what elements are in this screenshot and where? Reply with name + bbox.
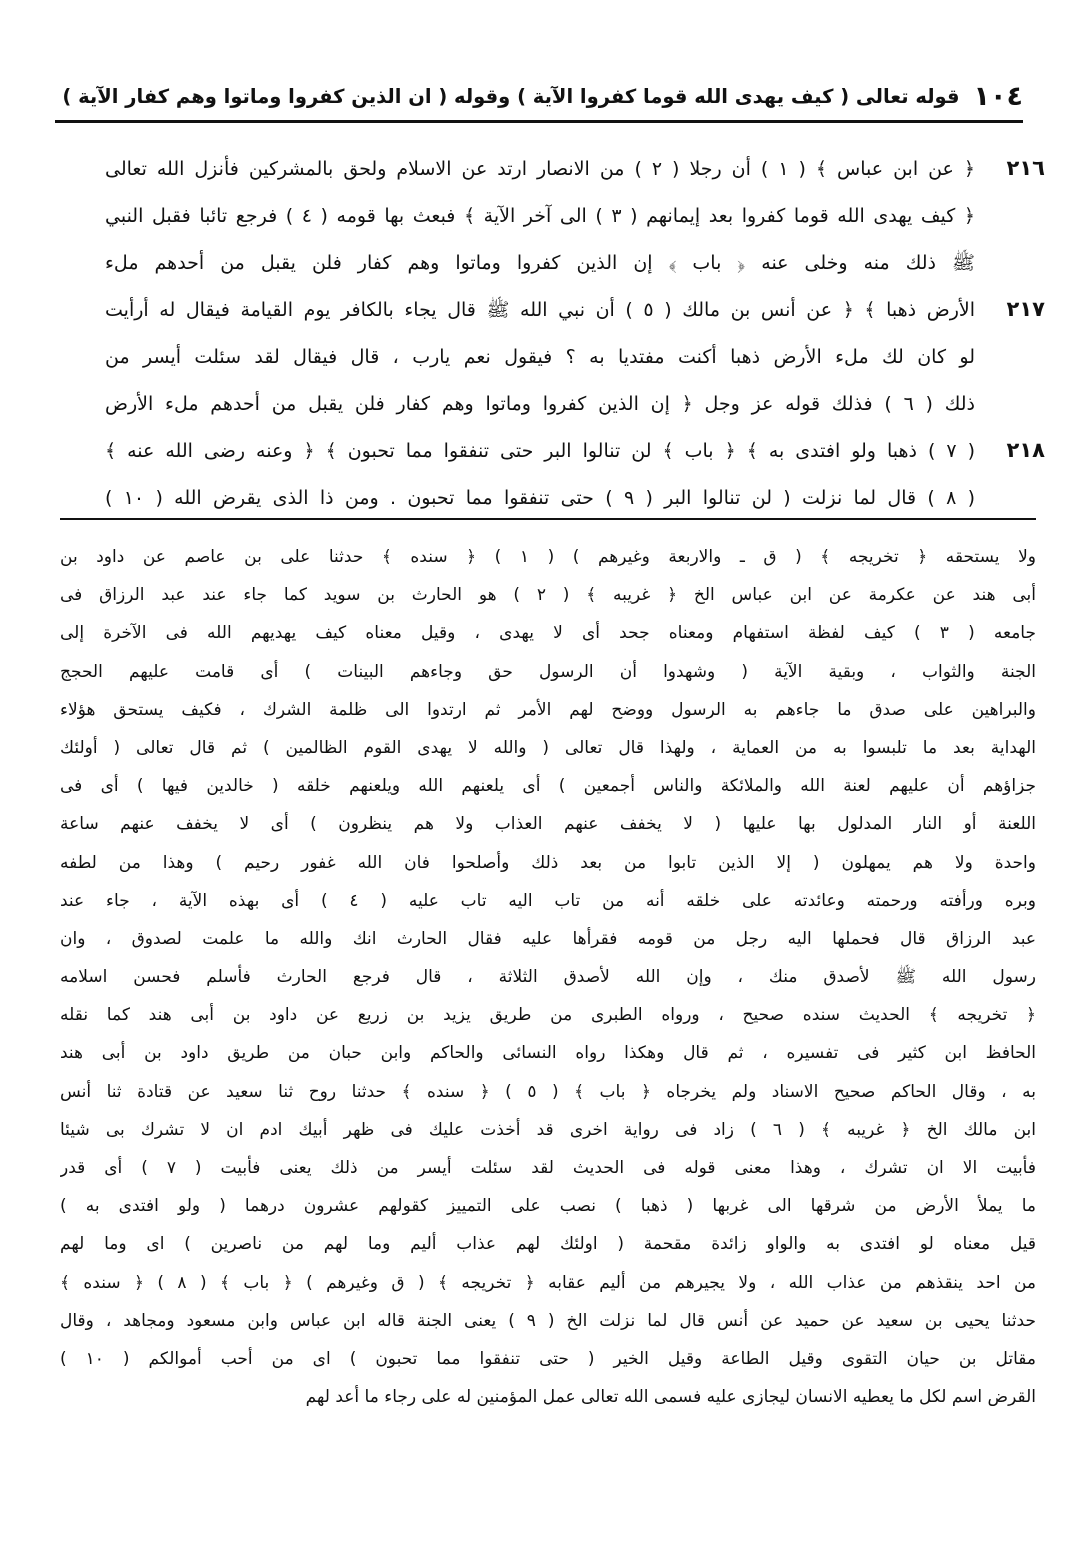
- hadith-line: [55, 383, 1045, 430]
- commentary-line: جزاؤهم أن عليهم لعنة الله والملائكة والناس أجمعين ) أى يلعنهم الله ويلعنهم خلقه ( خالدين فيها ) أى فى: [60, 776, 1036, 797]
- hadith-line-text: ( ٧ ) ذهبا ولو افتدى به ﴾ ﴿ باب ﴾ لن تنالوا البر حتى تنفقوا مما تحبون ﴾ ﴿ وعنه رضى الله عنه ﴾: [105, 440, 975, 462]
- commentary-line: رسول الله ﷺ لأصدق منك ، وإن الله لأصدق الثلاثة ، قال فرجع الحارث فأسلم فحسن اسلامه: [60, 967, 1036, 988]
- hadith-line: [55, 195, 1045, 242]
- commentary-line: والبراهين على صدق ما جاءهم به الرسول ووضح لهم الأمر ثم ارتدوا الى ظلمة الشرك ، فكيف يستحق هؤلاء: [60, 699, 1036, 720]
- header-title: قوله تعالى ( كيف يهدى الله قوما كفروا الآية ) وقوله ( ان الذين كفروا وماتوا وهم كفار الآية ): [62, 84, 960, 108]
- commentary-line: به ، وقال الحاكم صحيح الاسناد ولم يخرجاه ﴿ باب ﴾ ( ٥ ) ﴿ سنده ﴾ حدثنا روح ثنا سعيد عن قتادة ثنا أنس: [60, 1081, 1036, 1102]
- commentary-line: القرض اسم لكل ما يعطيه الانسان ليجازى عليه فسمى الله تعالى عمل المؤمنين له على رجاء ما أعد لهم: [305, 1387, 1036, 1408]
- hadith-line-text: ( ٨ ) قال لما نزلت ( لن تنالوا البر ( ٩ ) حتى تنفقوا مما تحبون . ومن ذا الذى يقرض الله ( ١٠ ): [105, 487, 975, 509]
- commentary-line: واحدة ولا هم يمهلون ( إلا الذين تابوا من بعد ذلك وأصلحوا فان الله غفور رحيم ) وهذا من لطفه: [60, 852, 1036, 873]
- hadith-text-block: [55, 148, 1045, 524]
- commentary-line: ما يملأ الأرض من شرقها الى غربها ( ذهبا ) نصب على التمييز كقولهم عشرون درهما ( ولو افتدى به ): [60, 1196, 1036, 1217]
- hadith-line-text: ﴿ عن ابن عباس ﴾ ( ١ ) أن رجلا ( ٢ ) من الانصار ارتد عن الاسلام ولحق بالمشركين فأنزل الله تعالى: [105, 158, 975, 180]
- commentary-line: فأبيت الا ان تشرك ، وهذا معنى قوله فى الحديث لقد سئلت أيسر من ذلك يعنى فأبيت ( ٧ ) أى قدر: [60, 1158, 1036, 1178]
- hadith-line: [55, 336, 1045, 383]
- commentary-line: حدثنا يحيى بن سعيد عن حميد عن أنس قال لما نزلت الخ ( ٩ ) يعنى الجنة قاله ابن عباس وابن مسعود ومجاهد ، وقال: [60, 1310, 1036, 1331]
- commentary-block: [60, 538, 1036, 1416]
- hadith-line: [55, 289, 1045, 336]
- hadith-line: [55, 430, 1045, 477]
- hadith-line-text: ذلك ( ٦ ) فذلك قوله عز وجل ﴿ إن الذين كفروا وماتوا وهم كفار فلن يقبل من أحدهم ملء الأرض: [105, 393, 975, 415]
- commentary-line: الجنة والثواب ، وبقية الآية ( وشهدوا أن الرسول حق وجاءهم البينات ) أى قامت عليهم الحجج: [60, 661, 1036, 682]
- page-number: ١٠٤: [973, 80, 1023, 112]
- running-header: [55, 78, 1023, 114]
- commentary-line: مقاتل بن حيان التقوى وقيل الطاعة وقيل الخير ( حتى تنفقوا مما تحبون ) اى من أحب أموالكم ( ١٠ ): [60, 1348, 1036, 1369]
- hadith-line: [55, 242, 1045, 289]
- commentary-line: الحافظ ابن كثير فى تفسيره ، ثم قال وهكذا رواه النسائى والحاكم وابن حبان من طريق داود بن أبى هند: [60, 1043, 1036, 1064]
- commentary-line: أبى هند عن عكرمة عن ابن عباس الخ ﴿ غريبه ﴾ ( ٢ ) هو الحارث بن سويد كما جاء عند عبد الرزاق فى: [60, 585, 1036, 606]
- hadith-number: ٢١٨: [1006, 438, 1045, 462]
- hadith-number: ٢١٦: [1006, 156, 1045, 180]
- hadith-line-text: الأرض ذهبا ﴾ ﴿ عن أنس بن مالك ( ٥ ) أن نبي الله ﷺ قال يجاء بالكافر يوم القيامة فيقال له أرأيت: [105, 299, 975, 321]
- hadith-line: [55, 477, 1045, 524]
- hadith-line-text: ﴿ كيف يهدى الله قوما كفروا بعد إيمانهم ( ٣ ) الى آخر الآية ﴾ فبعث بها قومه ( ٤ ) فرجع تائبا فقبل النبي: [105, 205, 975, 227]
- header-rule: [55, 120, 1023, 123]
- commentary-line: عبد الرزاق قال فحملها اليه رجل من قومه فقرأها عليه فقال الحارث انك والله ما علمت لصدوق ، وان: [60, 928, 1036, 949]
- commentary-line: ﴿ تخريجه ﴾ الحديث سنده صحيح ، ورواه الطبرى من طريق يزيد بن زريع عن داود بن أبى هند كما نقله: [60, 1005, 1036, 1026]
- section-divider: [60, 518, 1036, 520]
- commentary-line: وبره ورأفته ورحمته وعائدته على خلقه أنه من تاب اليه تاب عليه ( ٤ ) أى بهذه الآية ، جاء عند: [60, 890, 1036, 911]
- commentary-line: اللعنة أو النار المدلول بها عليها ( لا يخفف عنهم العذاب ولا هم ينظرون ) أى لا يخفف عنهم ساعة: [60, 814, 1036, 835]
- commentary-line: ابن مالك الخ ﴿ غريبه ﴾ ( ٦ ) زاد فى رواية اخرى قد أخذت عليك فى ظهر أبيك ادم ان لا تشرك بى شيئا: [60, 1119, 1036, 1140]
- commentary-line: الهداية بعد ما تلبسوا به من العماية ، ولهذا قال تعالى ( والله لا يهدى القوم الظالمين ) ثم قال تعالى ( أولئك: [60, 737, 1036, 758]
- hadith-number: ٢١٧: [1006, 297, 1045, 321]
- commentary-line: ولا يستحقه ﴿ تخريجه ﴾ ( ق ـ والاربعة وغيرهم ) ( ١ ) ﴿ سنده ﴾ حدثنا على بن عاصم عن داود بن: [60, 547, 1036, 567]
- commentary-line: من احد ينقذهم من عذاب الله ، ولا يجيرهم من أليم عقابه ﴿ تخريجه ﴾ ( ق وغيرهم ) ﴿ باب ﴾ ( ٨ ) ﴿ سنده ﴾: [60, 1272, 1036, 1293]
- hadith-line-text: ﷺ ذلك منه وخلى عنه ﴿ باب ﴾ إن الذين كفروا وماتوا وهم كفار فلن يقبل من أحدهم ملء: [105, 252, 975, 274]
- hadith-line: [55, 148, 1045, 195]
- commentary-line: قيل معناه لو افتدى به والواو زائدة مقحمة ( اولئك لهم عذاب أليم وما لهم من ناصرين ) اى وما لهم: [60, 1234, 1036, 1255]
- commentary-line: جامعه ( ٣ ) كيف لفظة استفهام ومعناه جحد أى لا يهدى ، وقيل معناه كيف يهديهم الله فى الآخرة إلى: [60, 623, 1036, 644]
- hadith-line-text: لو كان لك ملء الأرض ذهبا أكنت مفتديا به ؟ فيقول نعم يارب ، قال فيقال لقد سئلت أيسر من: [105, 346, 975, 368]
